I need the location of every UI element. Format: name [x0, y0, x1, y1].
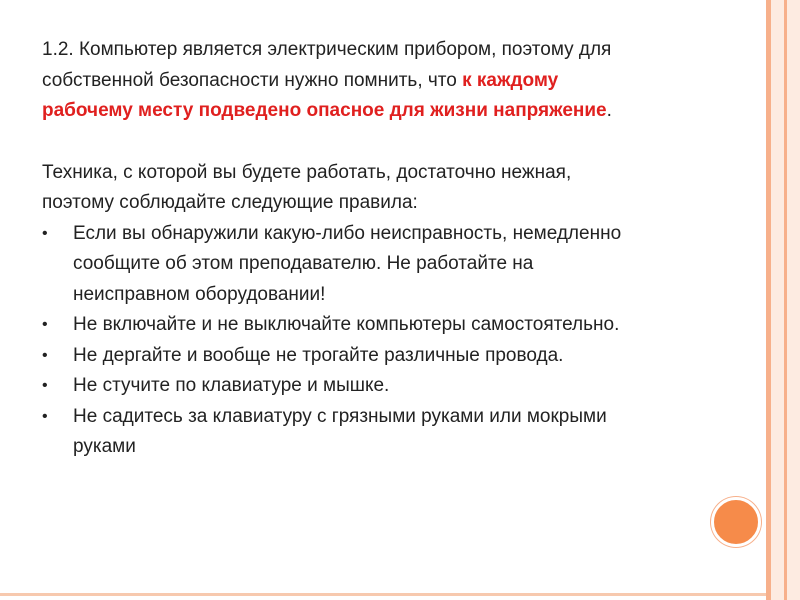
- slide-content: [42, 35, 642, 463]
- list-item: [42, 219, 642, 311]
- list-item: [42, 341, 642, 372]
- safety-paragraph: [42, 35, 642, 127]
- list-item: [42, 371, 642, 402]
- decorative-stripe: [771, 0, 784, 600]
- list-item: [42, 402, 642, 463]
- paragraph-text-end: .: [606, 100, 612, 121]
- rule-text: Не садитесь за клавиатуру с грязными руками или мокрыми руками: [73, 405, 607, 457]
- rule-text: Если вы обнаружили какую-либо неисправность, немедленно сообщите об этом преподавателю. Не работайте на неисправном оборудовании!: [73, 222, 622, 305]
- bullet-icon: •: [42, 346, 48, 364]
- decorative-circle-icon: [711, 497, 761, 547]
- list-item: [42, 310, 642, 341]
- decorative-bottom-line: [0, 593, 766, 596]
- bullet-icon: •: [42, 377, 48, 394]
- paragraph-text-start: 1.2. Компьютер является электрическим прибором, поэтому для собственной безопасности нужно помнить, что: [42, 39, 612, 91]
- rules-list: [42, 219, 642, 463]
- decorative-stripe: [787, 0, 800, 600]
- rule-text: Не стучите по клавиатуре и мышке.: [73, 375, 390, 396]
- rule-text: Не дергайте и вообще не трогайте различные провода.: [73, 344, 564, 366]
- rule-text: Не включайте и не выключайте компьютеры самостоятельно.: [73, 314, 620, 335]
- bullet-icon: •: [42, 407, 48, 425]
- bullet-icon: •: [42, 316, 48, 333]
- bullet-icon: •: [42, 224, 48, 242]
- danger-highlight: к каждому рабочему месту подведено опасное для жизни напряжение: [42, 69, 607, 121]
- rules-intro: Техника, с которой вы будете работать, достаточно нежная, поэтому соблюдайте следующие правила:: [42, 161, 572, 213]
